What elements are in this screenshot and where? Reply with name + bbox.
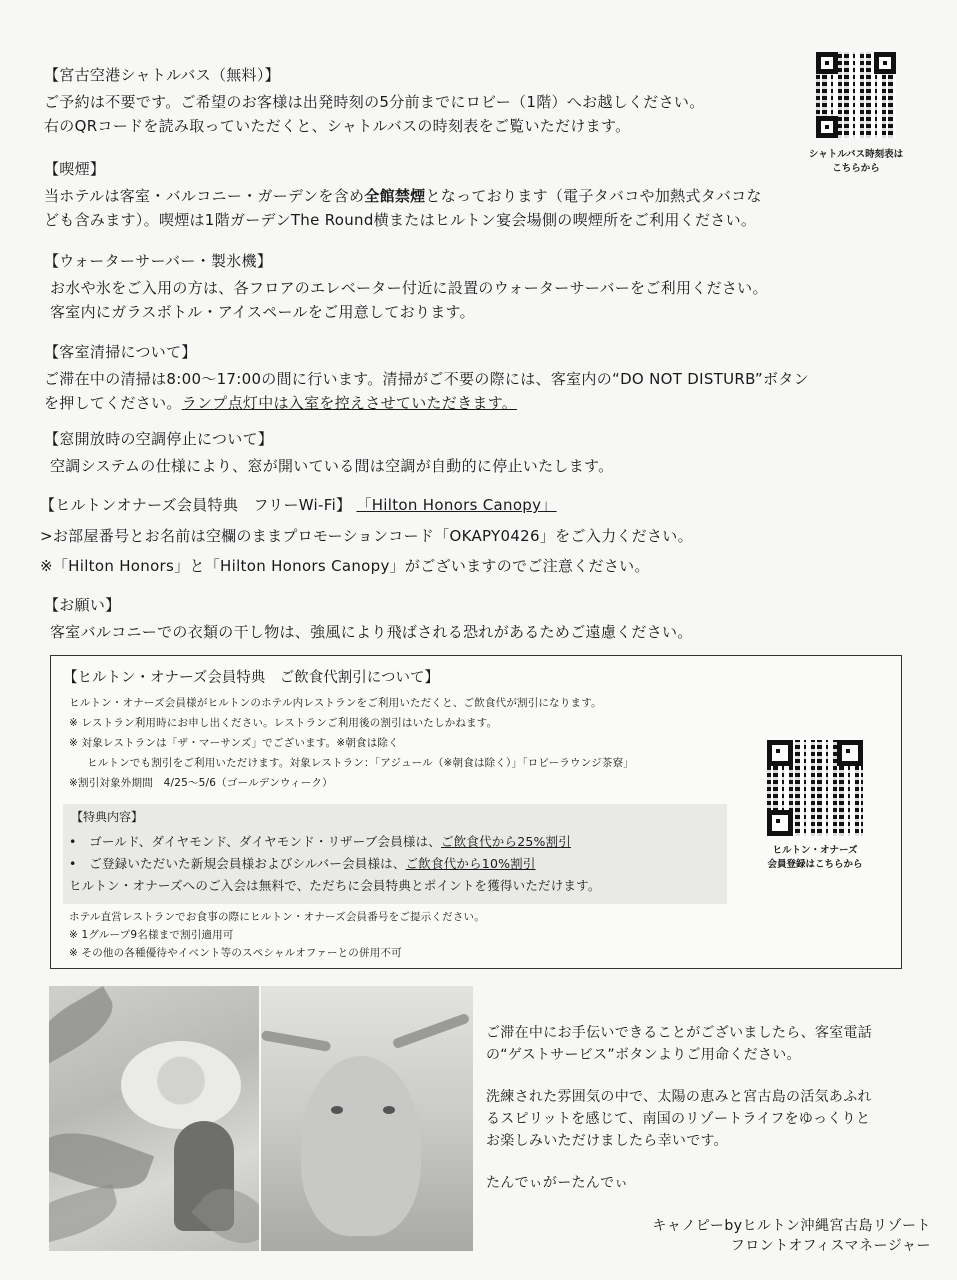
honors-qr-code[interactable] <box>767 740 863 836</box>
cleaning-line-2: を押してください。ランプ点灯中は入室を控えさせていただきます。 <box>44 394 518 412</box>
box-line-3: ※ 対象レストランは「ザ・マーサンズ」でございます。※朝食は除く <box>69 737 399 749</box>
request-line-1: 客室バルコニーでの衣類の干し物は、強風により飛ばされる恐れがあるためご遠慮ください。 <box>50 623 693 641</box>
benefit-panel <box>63 804 727 904</box>
shuttle-qr-caption: シャトルバス時刻表は こちらから <box>808 149 904 174</box>
benefit-gold: • ゴールド、ダイヤモンド、ダイヤモンド・リザーブ会員様は、ご飲食代から25%割引 <box>69 834 571 849</box>
box-line-5: ※割引対象外期間 4/25〜5/6（ゴールデンウィーク） <box>69 777 333 789</box>
smoking-ban-emphasis: 全館禁煙 <box>364 187 426 205</box>
box-footer-1: ホテル直営レストランでお食事の際にヒルトン・オナーズ会員番号をご提示ください。 <box>69 911 485 923</box>
honors-qr-caption: ヒルトン・オナーズ 会員登録はこちらから <box>767 845 863 870</box>
smoking-heading: 【喫煙】 <box>44 160 106 178</box>
woman-with-hat-illustration <box>49 986 259 1251</box>
smoking-line-2: ども含みます）。喫煙は1階ガーデンThe Round横またはヒルトン宴会場側の喫煙所をご利用ください。 <box>44 211 757 229</box>
cleaning-heading: 【客室清掃について】 <box>44 343 197 361</box>
shuttle-line-2: 右のQRコードを読み取っていただくと、シャトルバスの時刻表をご覧いただけます。 <box>44 117 631 135</box>
cow-illustration <box>261 986 473 1251</box>
smoking-section <box>44 158 924 232</box>
box-line-1: ヒルトン・オナーズ会員様がヒルトンのホテル内レストランをご利用いただくと、ご飲食代が割引になります。 <box>69 697 602 709</box>
box-line-4: ヒルトンでも割引をご利用いただけます。対象レストラン：「アジュール（※朝食は除く）」「ロビーラウンジ茶寮」 <box>87 757 634 769</box>
water-line-2: 客室内にガラスボトル・アイスペールをご用意しております。 <box>50 303 475 321</box>
box-footer-3: ※ その他の各種優待やイベント等のスペシャルオファーとの併用不可 <box>69 947 402 959</box>
benefit-silver: • ご登録いただいた新規会員様およびシルバー会員様は、ご飲食代から10%割引 <box>69 856 536 871</box>
window-heading: 【窓開放時の空調停止について】 <box>44 430 274 448</box>
shuttle-line-1: ご予約は不要です。ご希望のお客様は出発時刻の5分前までにロビー（1階）へお越しください。 <box>44 93 705 111</box>
water-line-1: お水や氷をご入用の方は、各フロアのエレベーター付近に設置のウォーターサーバーをご利用ください。 <box>50 279 768 297</box>
shuttle-qr-code[interactable] <box>816 52 896 138</box>
smoking-line-1: 当ホテルは客室・バルコニー・ガーデンを含め全館禁煙となっております（電子タバコや加熱式タバコな <box>44 187 762 205</box>
signature: キャノピーbyヒルトン沖縄宮古島リゾート フロントオフィスマネージャー <box>652 1218 931 1254</box>
cleaning-do-not-disturb-note: ランプ点灯中は入室を控えさせていただきます。 <box>181 394 518 412</box>
shuttle-section <box>44 64 924 138</box>
window-line-1: 空調システムの仕様により、窓が開いている間は空調が自動的に停止いたします。 <box>50 457 614 475</box>
box-line-2: ※ レストラン利用時にお申し出ください。レストランご利用後の割引はいたしかねます。 <box>69 717 498 729</box>
box-title: 【ヒルトン・オナーズ会員特典 ご飲食代割引について】 <box>63 670 439 686</box>
cleaning-section <box>44 341 924 415</box>
shuttle-heading: 【宮古空港シャトルバス（無料）】 <box>44 66 280 84</box>
water-section <box>44 250 924 324</box>
honors-dining-box <box>50 655 902 969</box>
request-heading: 【お願い】 <box>44 596 121 614</box>
wifi-section <box>40 494 920 578</box>
benefit-title: 【特典内容】 <box>71 810 144 824</box>
request-section <box>44 594 924 644</box>
wifi-line-2: ※「Hilton Honors」と「Hilton Honors Canopy」がございますのでご注意ください。 <box>40 557 650 575</box>
wifi-network-name: 「Hilton Honors Canopy」 <box>356 496 557 514</box>
wifi-line-1: >お部屋番号とお名前は空欄のままプロモーションコード「OKAPY0426」をご入力ください。 <box>40 527 693 545</box>
cleaning-line-1: ご滞在中の清掃は8:00〜17:00の間に行います。清掃がご不要の際には、客室内の“DO NOT DISTURB”ボタン <box>44 370 809 388</box>
window-section <box>44 428 924 478</box>
water-heading: 【ウォーターサーバー・製氷機】 <box>44 252 273 270</box>
box-footer-2: ※ 1グループ9名様まで割引適用可 <box>69 929 234 941</box>
closing-message: ご滞在中にお手伝いできることがございましたら、客室電話 の“ゲストサービス”ボタンよりご用命ください。 洗練された雰囲気の中で、太陽の恵みと宮古島の活気あふれ るスピリットを感じて、南国のリゾートライフをゆっくりと お楽しみいただけましたら幸いです。 たんでぃがーたんでぃ <box>486 1025 873 1191</box>
benefit-join: ヒルトン・オナーズへのご入会は無料で、ただちに会員特典とポイントを獲得いただけます。 <box>69 878 601 893</box>
wifi-heading: 【ヒルトンオナーズ会員特典 フリーWi-Fi】 「Hilton Honors Canopy」 <box>40 496 557 514</box>
